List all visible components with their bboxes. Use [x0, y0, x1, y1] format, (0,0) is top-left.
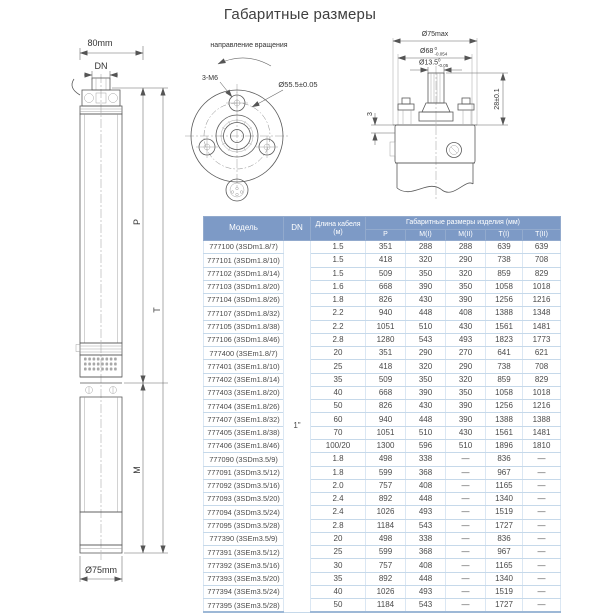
table-cell: 1051	[366, 320, 406, 333]
table-cell: 430	[446, 426, 486, 439]
pump-top-view-diagram	[185, 42, 318, 201]
table-cell: —	[446, 546, 486, 559]
table-cell: 2.8	[311, 333, 366, 346]
dim-d75mm-label: Ø75mm	[84, 565, 118, 575]
table-cell: —	[523, 493, 561, 506]
table-cell: 777101 (3SDm1.8/10)	[204, 254, 284, 267]
dim-d68-sup: 0	[434, 46, 438, 51]
table-cell: 1.8	[311, 453, 366, 466]
table-cell: 408	[446, 307, 486, 320]
table-cell: 430	[446, 320, 486, 333]
table-cell: —	[446, 453, 486, 466]
table-cell: 859	[486, 267, 523, 280]
table-row	[204, 585, 561, 598]
table-cell: 1018	[523, 280, 561, 293]
table-cell: 1340	[486, 493, 523, 506]
table-cell: 777390 (3SEm3.5/9)	[204, 532, 284, 545]
table-cell: 777095 (3SDm3.5/28)	[204, 519, 284, 532]
table-cell: 493	[446, 333, 486, 346]
table-cell: 1216	[523, 294, 561, 307]
table-cell: 1727	[486, 519, 523, 532]
table-cell: 1300	[366, 439, 406, 452]
table-cell: 50	[311, 599, 366, 613]
table-cell: 1896	[486, 439, 523, 452]
table-row	[204, 294, 561, 307]
table-cell: 1388	[486, 307, 523, 320]
table-row	[204, 347, 561, 360]
table-cell: 1388	[523, 413, 561, 426]
table-cell: 390	[446, 294, 486, 307]
table-cell: 70	[311, 426, 366, 439]
dim-h28-label: 28±0.1	[494, 88, 501, 110]
pump-side-view-diagram	[72, 38, 168, 582]
table-cell: 290	[446, 360, 486, 373]
table-cell: 1340	[486, 572, 523, 585]
table-cell: 1.8	[311, 466, 366, 479]
table-cell: 543	[406, 519, 446, 532]
table-row	[204, 493, 561, 506]
table-cell: 1.5	[311, 241, 366, 254]
dim-p-label: P	[132, 218, 142, 226]
table-cell: 350	[406, 267, 446, 280]
table-row	[204, 267, 561, 280]
table-cell: 940	[366, 413, 406, 426]
dn-merged-cell: 1"	[284, 241, 311, 613]
table-cell: 1727	[486, 599, 523, 613]
table-cell: 498	[366, 532, 406, 545]
table-cell: —	[523, 572, 561, 585]
table-cell: —	[446, 572, 486, 585]
table-cell: 1256	[486, 294, 523, 307]
table-cell: 892	[366, 493, 406, 506]
table-cell: 1481	[523, 320, 561, 333]
table-cell: 1026	[366, 585, 406, 598]
table-cell: 493	[406, 585, 446, 598]
table-cell: 60	[311, 413, 366, 426]
table-cell: 390	[446, 400, 486, 413]
table-cell: —	[446, 532, 486, 545]
table-cell: 35	[311, 373, 366, 386]
table-cell: 940	[366, 307, 406, 320]
table-cell: —	[523, 479, 561, 492]
table-cell: 350	[446, 280, 486, 293]
table-cell: 596	[406, 439, 446, 452]
table-cell: 777405 (3SEm1.8/38)	[204, 426, 284, 439]
table-cell: 777402 (3SEm1.8/14)	[204, 373, 284, 386]
table-cell: 708	[523, 254, 561, 267]
table-row	[204, 360, 561, 373]
header-t2: T(II)	[523, 230, 561, 241]
table-cell: 350	[446, 386, 486, 399]
table-cell: 1823	[486, 333, 523, 346]
table-cell: —	[523, 546, 561, 559]
table-cell: 493	[406, 506, 446, 519]
table-cell: 777406 (3SEm1.8/46)	[204, 439, 284, 452]
table-cell: 509	[366, 373, 406, 386]
table-cell: 320	[446, 267, 486, 280]
table-cell: 320	[406, 254, 446, 267]
table-cell: 35	[311, 572, 366, 585]
table-cell: 708	[523, 360, 561, 373]
table-row	[204, 479, 561, 492]
table-row	[204, 426, 561, 439]
dim-d68-label: Ø68	[420, 48, 434, 55]
table-cell: 320	[406, 360, 446, 373]
header-dimensions-group: Габаритные размеры изделия (мм)	[366, 217, 561, 230]
table-cell: 288	[406, 241, 446, 254]
table-cell: 967	[486, 466, 523, 479]
table-row	[204, 439, 561, 452]
table-cell: 777100 (3SDm1.8/7)	[204, 241, 284, 254]
table-cell: 859	[486, 373, 523, 386]
table-row	[204, 413, 561, 426]
table-cell: 1280	[366, 333, 406, 346]
table-cell: 826	[366, 400, 406, 413]
table-row	[204, 254, 561, 267]
table-row	[204, 506, 561, 519]
table-cell: 408	[406, 559, 446, 572]
dimensions-table	[203, 216, 561, 613]
bolt-spec-label: 3-M6	[202, 75, 218, 82]
table-row	[204, 320, 561, 333]
table-cell: 1216	[523, 400, 561, 413]
table-cell: 777391 (3SEm3.5/12)	[204, 546, 284, 559]
table-cell: 829	[523, 267, 561, 280]
table-cell: 50	[311, 400, 366, 413]
table-header	[204, 217, 561, 241]
dim-dn-label: DN	[94, 61, 108, 71]
table-cell: —	[446, 466, 486, 479]
table-cell: 351	[366, 241, 406, 254]
table-cell: 418	[366, 360, 406, 373]
dim-t-label: T	[152, 307, 162, 313]
table-cell: 777094 (3SDm3.5/24)	[204, 506, 284, 519]
table-cell: 967	[486, 546, 523, 559]
table-cell: 826	[366, 294, 406, 307]
table-cell: —	[446, 519, 486, 532]
table-cell: —	[523, 453, 561, 466]
table-cell: 2.0	[311, 479, 366, 492]
table-cell: 1165	[486, 479, 523, 492]
table-row	[204, 307, 561, 320]
table-row	[204, 532, 561, 545]
table-cell: 639	[523, 241, 561, 254]
table-row	[204, 572, 561, 585]
dim-d135-label: Ø13.5	[419, 59, 439, 67]
table-row	[204, 373, 561, 386]
table-cell: 777403 (3SEm1.8/20)	[204, 386, 284, 399]
table-cell: 1561	[486, 320, 523, 333]
table-cell: 1773	[523, 333, 561, 346]
table-cell: 1.5	[311, 254, 366, 267]
table-cell: 757	[366, 479, 406, 492]
table-cell: —	[523, 599, 561, 613]
table-cell: 836	[486, 453, 523, 466]
table-cell: —	[446, 585, 486, 598]
table-cell: 40	[311, 585, 366, 598]
table-cell: 738	[486, 254, 523, 267]
table-cell: 338	[406, 532, 446, 545]
table-cell: 1051	[366, 426, 406, 439]
table-cell: 25	[311, 546, 366, 559]
table-cell: 40	[311, 386, 366, 399]
table-row	[204, 400, 561, 413]
table-cell: 777107 (3SDm1.8/32)	[204, 307, 284, 320]
table-cell: —	[523, 519, 561, 532]
table-cell: 270	[446, 347, 486, 360]
side-view-dimensions	[80, 38, 168, 582]
bolt-circle-dia-label: Ø55.5±0.05	[278, 80, 318, 89]
table-cell: 777106 (3SDm1.8/46)	[204, 333, 284, 346]
table-row	[204, 519, 561, 532]
table-cell: 1184	[366, 519, 406, 532]
table-row	[204, 333, 561, 346]
table-cell: 1026	[366, 506, 406, 519]
table-cell: 288	[446, 241, 486, 254]
table-cell: 1.8	[311, 294, 366, 307]
table-cell: 390	[446, 413, 486, 426]
table-cell: 408	[406, 479, 446, 492]
table-cell: 777092 (3SDm3.5/16)	[204, 479, 284, 492]
table-row	[204, 559, 561, 572]
header-m2: M(II)	[446, 230, 486, 241]
table-cell: 368	[406, 546, 446, 559]
table-row	[204, 546, 561, 559]
table-row	[204, 386, 561, 399]
table-cell: 430	[406, 400, 446, 413]
table-cell: 100/20	[311, 439, 366, 452]
table-cell: 639	[486, 241, 523, 254]
header-model: Модель	[204, 217, 284, 241]
table-row	[204, 453, 561, 466]
table-cell: —	[523, 466, 561, 479]
table-cell: 836	[486, 532, 523, 545]
strainer-slots	[84, 358, 117, 371]
table-cell: 430	[406, 294, 446, 307]
table-cell: 448	[406, 307, 446, 320]
table-cell: 777102 (3SDm1.8/14)	[204, 267, 284, 280]
table-cell: 1519	[486, 506, 523, 519]
table-cell: —	[523, 532, 561, 545]
table-cell: 350	[406, 373, 446, 386]
header-t1: T(I)	[486, 230, 523, 241]
table-cell: 777093 (3SDm3.5/20)	[204, 493, 284, 506]
table-cell: 777400 (3SEm1.8/7)	[204, 347, 284, 360]
table-cell: 777401 (3SEm1.8/10)	[204, 360, 284, 373]
table-cell: 320	[446, 373, 486, 386]
table-cell: 777395 (3SEm3.5/28)	[204, 599, 284, 613]
table-cell: 1561	[486, 426, 523, 439]
table-cell: —	[523, 506, 561, 519]
table-cell: 1165	[486, 559, 523, 572]
table-cell: 892	[366, 572, 406, 585]
table-cell: 757	[366, 559, 406, 572]
table-cell: 668	[366, 280, 406, 293]
table-cell: 777392 (3SEm3.5/16)	[204, 559, 284, 572]
table-cell: 1256	[486, 400, 523, 413]
table-cell: 543	[406, 599, 446, 613]
table-cell: 777404 (3SEm1.8/26)	[204, 400, 284, 413]
table-cell: 1348	[523, 307, 561, 320]
table-cell: 1184	[366, 599, 406, 613]
table-row	[204, 599, 561, 613]
rotation-direction-label: направление вращения	[210, 42, 288, 49]
table-cell: 30	[311, 559, 366, 572]
header-p: P	[366, 230, 406, 241]
table-cell: 290	[406, 347, 446, 360]
table-cell: 448	[406, 413, 446, 426]
table-cell: 777393 (3SEm3.5/20)	[204, 572, 284, 585]
dim-d68-sub: -0.054	[434, 51, 448, 57]
table-cell: 599	[366, 466, 406, 479]
dim-d135-sub: -0.05	[438, 63, 449, 68]
header-m1: M(I)	[406, 230, 446, 241]
table-cell: 290	[446, 254, 486, 267]
table-cell: 390	[406, 386, 446, 399]
table-body	[204, 241, 561, 613]
table-cell: 777090 (3SDm3.5/9)	[204, 453, 284, 466]
table-cell: 1018	[523, 386, 561, 399]
table-cell: 2.2	[311, 320, 366, 333]
table-cell: —	[523, 585, 561, 598]
table-cell: 498	[366, 453, 406, 466]
table-cell: 641	[486, 347, 523, 360]
dim-d135-sup: 0	[438, 57, 441, 63]
table-cell: 2.2	[311, 307, 366, 320]
table-cell: 2.4	[311, 493, 366, 506]
dim-gap3-label: 3	[367, 112, 374, 116]
table-cell: —	[446, 559, 486, 572]
header-dn: DN	[284, 217, 311, 241]
break-line	[397, 183, 473, 192]
table-cell: 2.4	[311, 506, 366, 519]
table-cell: 510	[406, 426, 446, 439]
header-cable-length: Длина кабеля (м)	[311, 217, 366, 241]
table-cell: —	[446, 599, 486, 613]
table-cell: 509	[366, 267, 406, 280]
table-cell: 668	[366, 386, 406, 399]
table-cell: 448	[406, 493, 446, 506]
table-cell: 777091 (3SDm3.5/12)	[204, 466, 284, 479]
table-cell: 777104 (3SDm1.8/26)	[204, 294, 284, 307]
table-cell: 20	[311, 532, 366, 545]
table-cell: 777394 (3SEm3.5/24)	[204, 585, 284, 598]
table-row	[204, 280, 561, 293]
table-cell: 1519	[486, 585, 523, 598]
table-cell: 1481	[523, 426, 561, 439]
table-cell: 1388	[486, 413, 523, 426]
table-cell: —	[446, 493, 486, 506]
table-row	[204, 466, 561, 479]
table-cell: 368	[406, 466, 446, 479]
table-cell: —	[446, 479, 486, 492]
table-row	[204, 241, 561, 254]
table-cell: 777105 (3SDm1.8/38)	[204, 320, 284, 333]
motor-detail-diagram	[367, 31, 508, 200]
table-cell: 621	[523, 347, 561, 360]
table-cell: 25	[311, 360, 366, 373]
table-cell: —	[446, 506, 486, 519]
table-cell: 20	[311, 347, 366, 360]
table-cell: 738	[486, 360, 523, 373]
table-cell: 1810	[523, 439, 561, 452]
table-cell: 510	[406, 320, 446, 333]
table-cell: 599	[366, 546, 406, 559]
dim-d75max-label: Ø75max	[421, 31, 449, 38]
page-title: Габаритные размеры	[223, 6, 377, 23]
table-cell: 448	[406, 572, 446, 585]
table-cell: 777103 (3SDm1.8/20)	[204, 280, 284, 293]
table-cell: 543	[406, 333, 446, 346]
table-cell: 338	[406, 453, 446, 466]
table-cell: —	[523, 559, 561, 572]
table-cell: 829	[523, 373, 561, 386]
table-cell: 777407 (3SEm1.8/32)	[204, 413, 284, 426]
dim-m-label: M	[132, 466, 142, 474]
table-cell: 510	[446, 439, 486, 452]
table-cell: 418	[366, 254, 406, 267]
table-cell: 351	[366, 347, 406, 360]
table-cell: 1058	[486, 280, 523, 293]
table-cell: 2.8	[311, 519, 366, 532]
table-cell: 1058	[486, 386, 523, 399]
dim-80mm-label: 80mm	[87, 38, 113, 48]
rotation-arrow	[218, 58, 271, 66]
table-cell: 1.6	[311, 280, 366, 293]
table-cell: 1.5	[311, 267, 366, 280]
table-cell: 390	[406, 280, 446, 293]
